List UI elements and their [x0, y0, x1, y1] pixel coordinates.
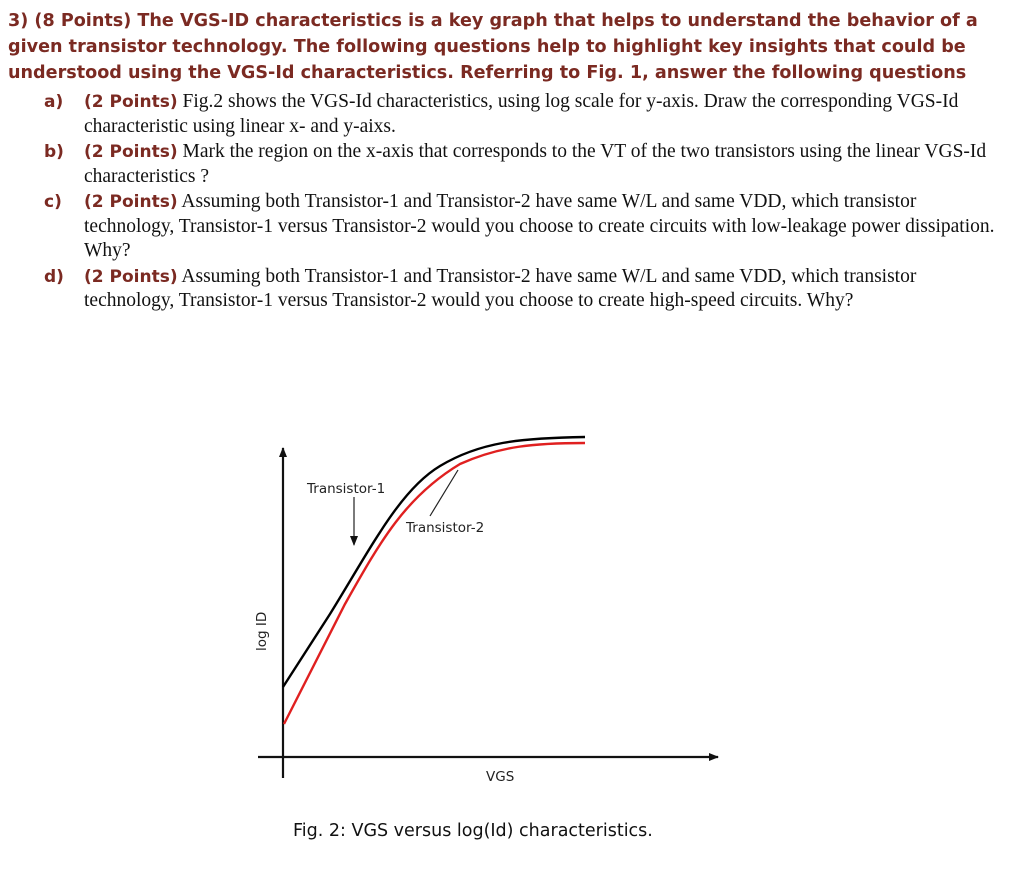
- part-c-body: [84, 190, 1009, 264]
- x-axis-label: VGS: [486, 769, 515, 785]
- part-a-body: [84, 90, 1009, 139]
- figure-caption: Fig. 2: VGS versus log(Id) characteristics.: [293, 821, 653, 841]
- part-b-letter: b): [44, 142, 64, 162]
- part-a-text: Fig.2 shows the VGS-Id characteristics, using log scale for y-axis. Draw the corresponding VGS-Id characteristic using linear x- and y-aixs.: [84, 91, 959, 137]
- part-b: [44, 140, 1009, 189]
- part-a-points: (2 Points): [84, 92, 178, 112]
- part-d: [44, 265, 1009, 314]
- part-c-letter: c): [44, 192, 62, 212]
- part-b-points: (2 Points): [84, 142, 178, 162]
- part-d-body: [84, 265, 1009, 314]
- question-title: 3) (8 Points) The VGS-ID characteristics is a key graph that helps to understand the behavior of a given transistor technology. The following questions help to highlight key insights that could be understood using the VGS-Id characteristics. Referring to Fig. 1, answer the following questions: [8, 11, 978, 83]
- part-a-letter: a): [44, 92, 64, 112]
- transistor-1-curve: [283, 437, 585, 687]
- part-d-points: (2 Points): [84, 266, 178, 287]
- transistor-2-curve: [284, 443, 585, 724]
- part-c-text: Assuming both Transistor-1 and Transistor-2 have same W/L and same VDD, which transistor technology, Transistor-1 versus Transistor-2 would you choose to create circuits with low-leakage power dissipation. Why?: [84, 191, 995, 261]
- part-a: [44, 90, 1009, 139]
- y-axis-label: log ID: [254, 611, 270, 651]
- part-d-text: Assuming both Transistor-1 and Transistor-2 have same W/L and same VDD, which transistor technology, Transistor-1 versus Transistor-2 would you choose to create high-speed circuits. Why?: [84, 265, 917, 311]
- part-c: [44, 190, 1009, 264]
- part-b-body: [84, 140, 1009, 189]
- question-parts: [44, 90, 1009, 315]
- part-c-points: (2 Points): [84, 192, 178, 212]
- part-b-text: Mark the region on the x-axis that corresponds to the VT of the two transistors using the linear VGS-Id characteristics ?: [84, 141, 987, 187]
- transistor-1-label: Transistor-1: [307, 481, 386, 497]
- transistor-2-label: Transistor-2: [406, 520, 485, 536]
- part-d-letter: d): [44, 266, 64, 287]
- transistor-2-pointer: [430, 470, 458, 516]
